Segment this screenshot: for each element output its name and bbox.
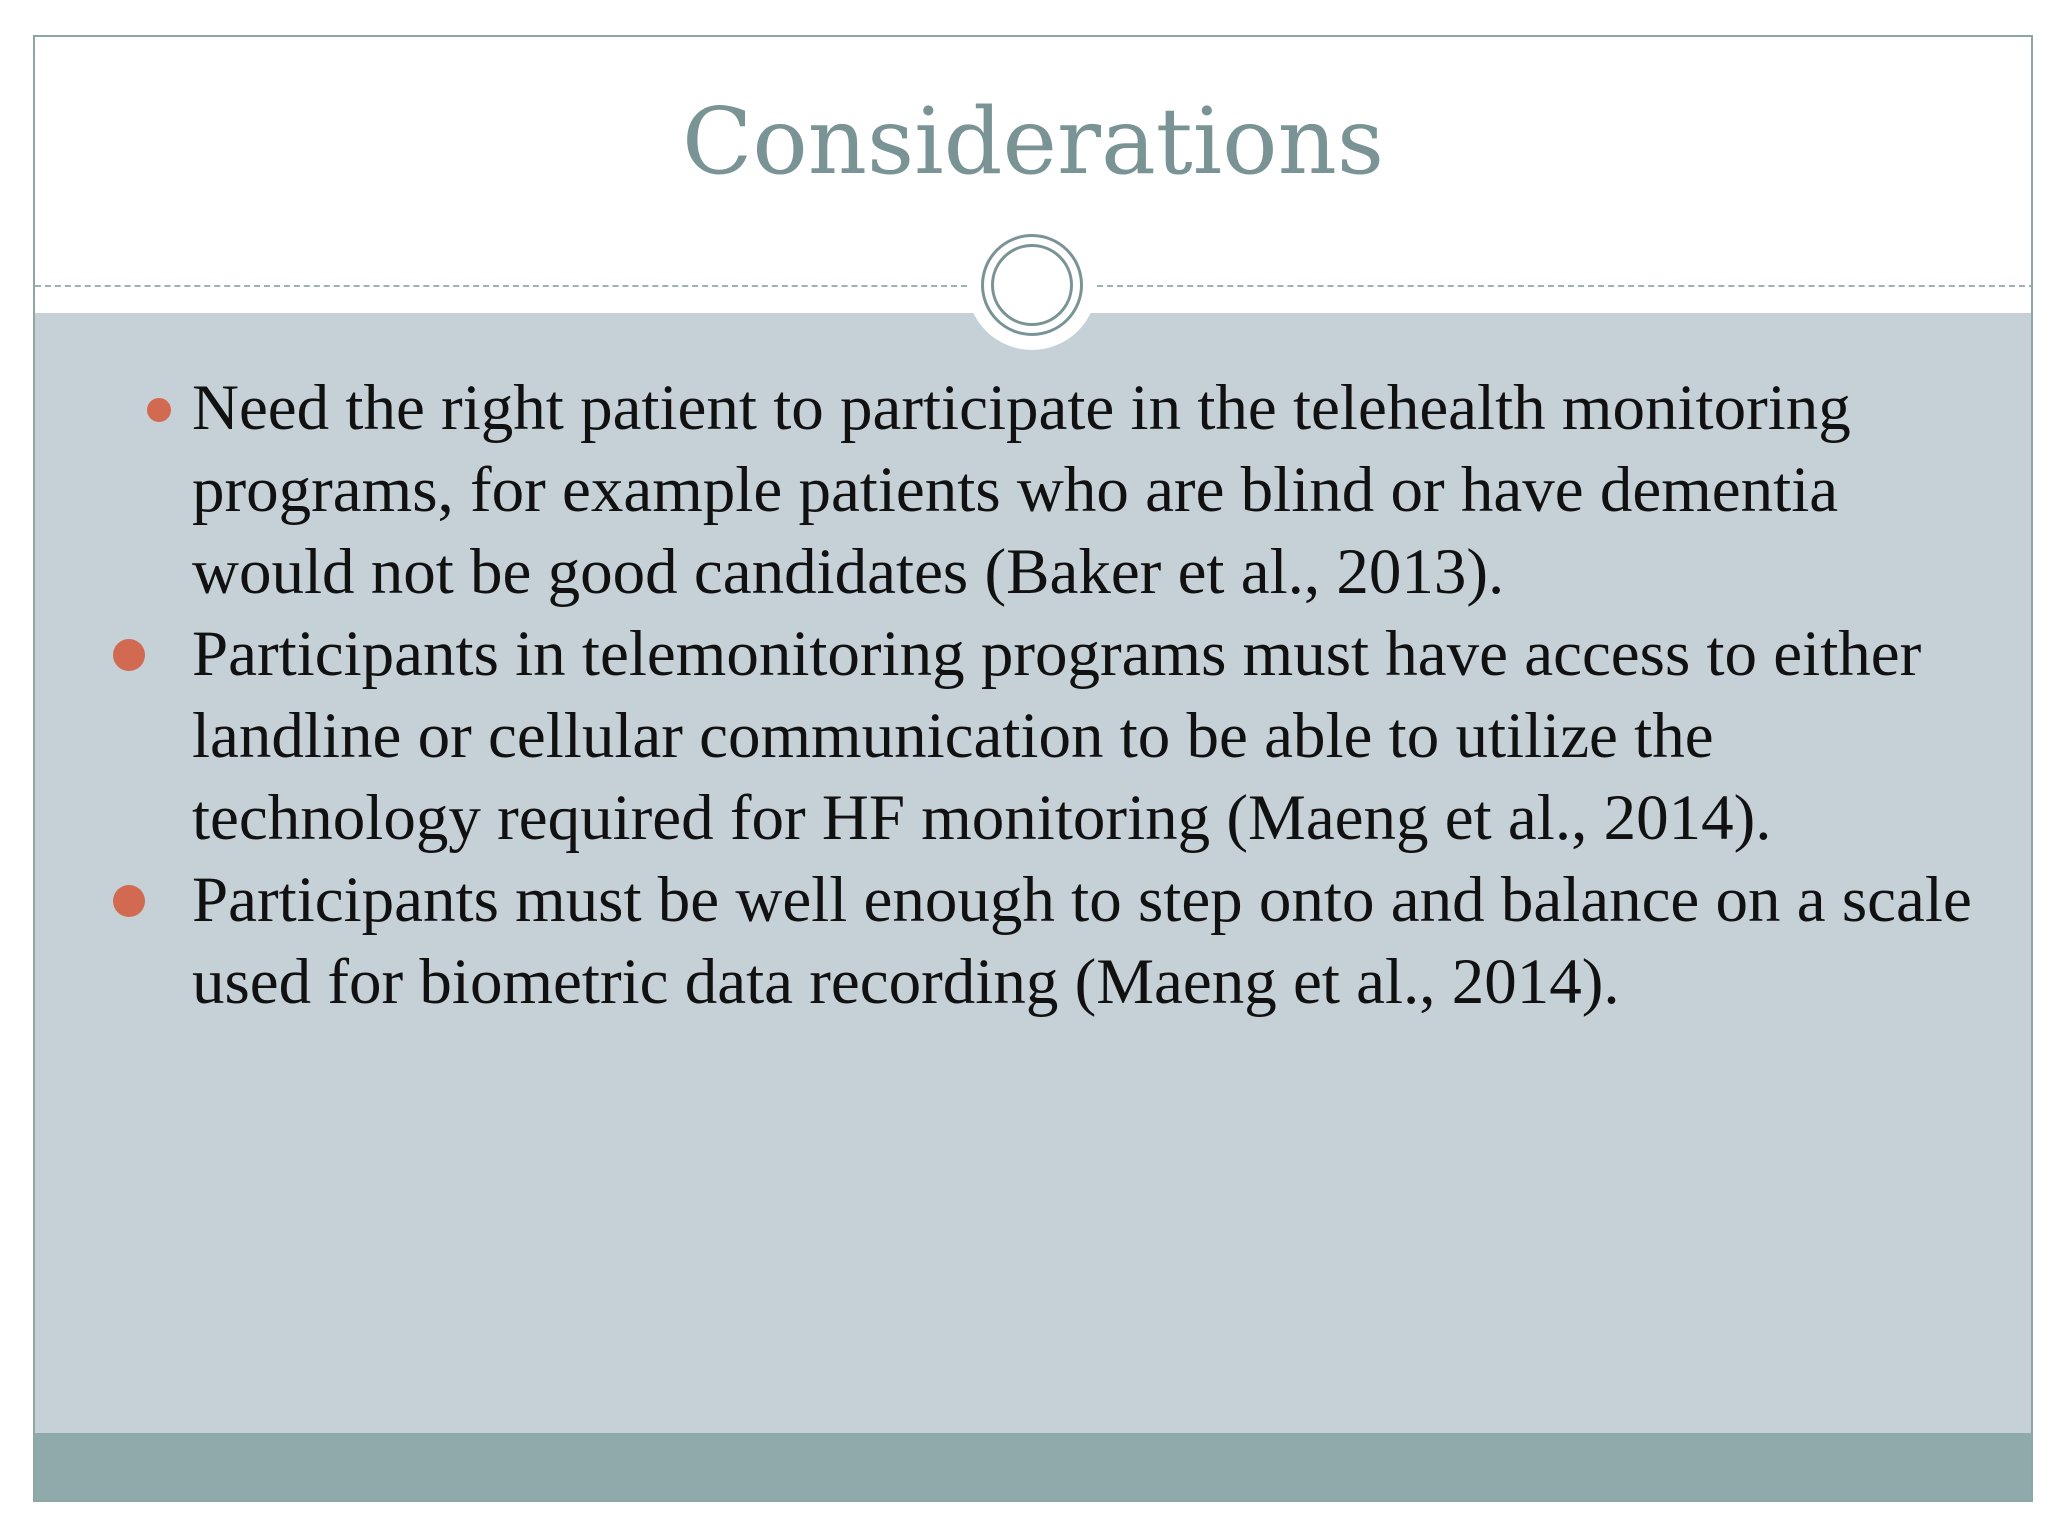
bullet-dot-icon	[147, 398, 171, 422]
ornament-outer-ring	[981, 234, 1083, 336]
ornament-inner-ring	[991, 244, 1073, 326]
bullet-item	[35, 859, 2031, 1023]
footer-bar	[35, 1433, 2031, 1502]
bullet-list	[35, 367, 2031, 1023]
title-divider-right	[1097, 285, 2033, 287]
bullet-text: Participants must be well enough to step onto and balance on a scale used for biometric data recording (Maeng et al., 2014).	[192, 864, 1972, 1018]
bullet-dot-icon	[113, 885, 145, 917]
slide	[33, 35, 2033, 1502]
title-divider-left	[35, 285, 967, 287]
slide-title: Considerations	[681, 88, 1385, 195]
bullet-text: Participants in telemonitoring programs must have access to either landline or cellular communication to be able to utilize the technology required for HF monitoring (Maeng et al., 2014).	[192, 618, 1922, 854]
bullet-dot-icon	[113, 639, 145, 671]
bullet-item	[35, 613, 2031, 859]
bullet-item	[35, 367, 2031, 613]
circle-ornament-icon	[967, 220, 1097, 350]
bullet-text: Need the right patient to participate in the telehealth monitoring programs, for example patients who are blind or have dementia would not be good candidates (Baker et al., 2013).	[192, 372, 1851, 608]
